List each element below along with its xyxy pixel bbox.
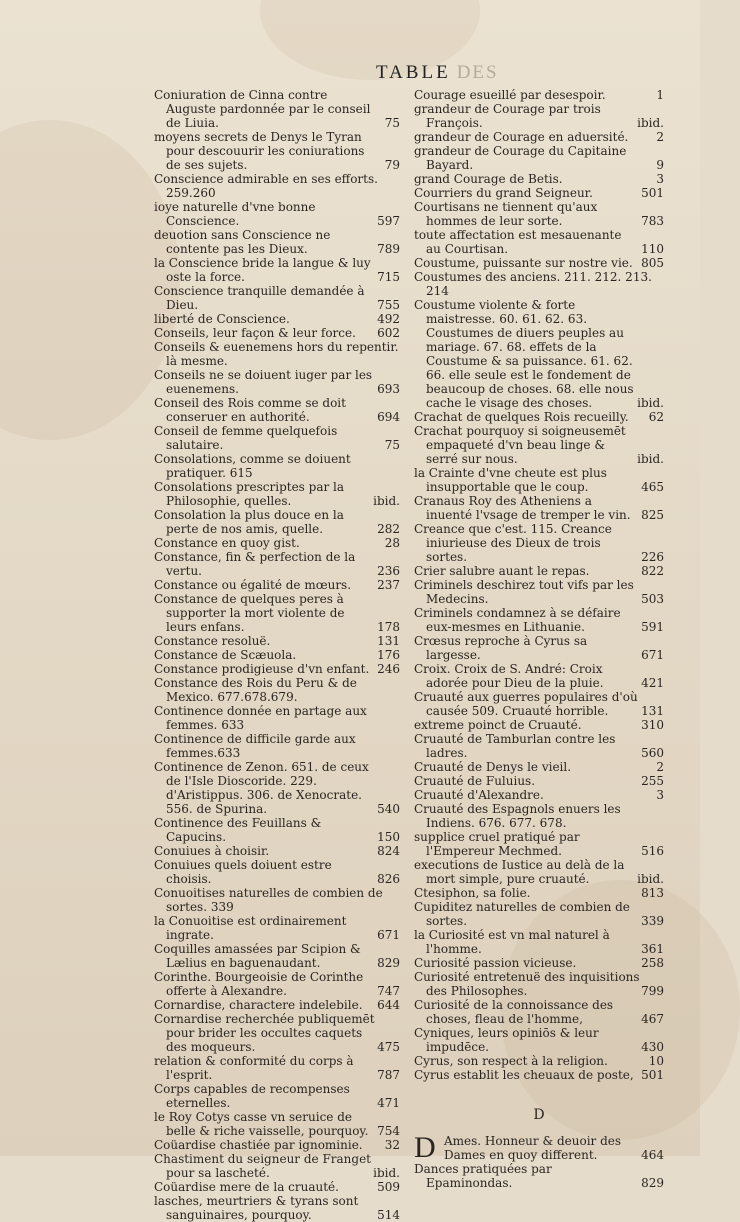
entry-text: Chastiment du seigneur de Franget pour sa lascheté. <box>154 1152 371 1180</box>
entry-page: 671 <box>641 648 664 662</box>
entry-text: Constance de quelques peres à supporter la mort violente de leurs enfans. <box>154 592 345 634</box>
entry-text: Cranaus Roy des Atheniens a inuenté l'vsage de tremper le vin. <box>414 494 631 522</box>
entry-text: Curiosité passion vicieuse. <box>414 956 577 970</box>
entry-page: 644 <box>377 998 400 1012</box>
entry-page: 10 <box>648 1054 664 1068</box>
index-entry <box>154 508 400 536</box>
entry-page: 339 <box>641 914 664 928</box>
index-entry <box>414 788 664 802</box>
index-entry <box>414 606 664 634</box>
entry-page: 789 <box>377 242 400 256</box>
entry-text: Courage esueillé par desespoir. <box>414 88 606 102</box>
entry-page: 2 <box>656 130 664 144</box>
entry-text: Creance que c'est. 115. Creance iniurieuse des Dieux de trois sortes. <box>414 522 612 564</box>
index-entry <box>414 1054 664 1068</box>
index-entry <box>154 536 400 550</box>
entry-page: 471 <box>377 1096 400 1110</box>
entry-text: Consolation la plus douce en la perte de nos amis, quelle. <box>154 508 344 536</box>
entry-text: deuotion sans Conscience ne contente pas les Dieux. <box>154 228 331 256</box>
entry-page: 540 <box>377 802 400 816</box>
entry-text: supplice cruel pratiqué par l'Empereur Mechmed. <box>414 830 580 858</box>
index-entry <box>154 676 400 704</box>
index-entry <box>154 1082 400 1110</box>
index-entry <box>154 886 400 914</box>
index-entry <box>154 1180 400 1194</box>
index-entry <box>414 1068 664 1082</box>
index-entry <box>414 130 664 144</box>
bleed-through-text: DES <box>456 62 499 83</box>
entry-text: Dances pratiquées par Epaminondas. <box>414 1162 552 1190</box>
entry-page: 430 <box>641 1040 664 1054</box>
entry-page: 591 <box>641 620 664 634</box>
entry-page: 246 <box>377 662 400 676</box>
entry-text: Constance en quoy gist. <box>154 536 300 550</box>
entry-text: Coustume, puissante sur nostre vie. <box>414 256 633 270</box>
entry-page: 465 <box>641 480 664 494</box>
entry-page: 131 <box>641 704 664 718</box>
index-entry <box>414 774 664 788</box>
entry-page: ibid. <box>637 116 664 130</box>
entry-text: Constance prodigieuse d'vn enfant. <box>154 662 370 676</box>
entry-text: Courriers du grand Seigneur. <box>414 186 593 200</box>
entry-text: Conseils ne se doiuent iuger par les euenemens. <box>154 368 373 396</box>
entry-text: Criminels deschirez tout vifs par les Medecins. <box>414 578 634 606</box>
index-column-left <box>154 88 400 1222</box>
entry-page: 150 <box>377 830 400 844</box>
index-entry <box>414 228 664 256</box>
entry-page: 467 <box>641 1012 664 1026</box>
entry-text: Criminels condamnez à se défaire eux-mesmes en Lithuanie. <box>414 606 621 634</box>
index-entry <box>414 466 664 494</box>
index-entry <box>414 718 664 732</box>
entry-text: Curiosité entretenuë des inquisitions des Philosophes. <box>414 970 640 998</box>
entry-page: 237 <box>377 578 400 592</box>
entry-text: Constance, fin & perfection de la vertu. <box>154 550 356 578</box>
entry-text: Coustume violente & forte maistresse. 60. 61. 62. 63. Coustumes de diuers peuples au mariage. 67. 68. effets de la Coustume & sa puissance. 61. 62. 66. elle seule est le fondement de beaucoup de choses. 68. elle nous cache le visage des choses. <box>414 298 634 410</box>
entry-text: Crachat de quelques Rois recueilly. <box>414 410 629 424</box>
entry-page: 829 <box>641 1176 664 1190</box>
index-entry <box>414 88 664 102</box>
index-entry <box>414 634 664 662</box>
entry-text: Ames. Honneur & deuoir des Dames en quoy different. <box>444 1134 622 1162</box>
entry-text: Curiosité de la connoissance des choses, fleau de l'homme, <box>414 998 614 1026</box>
index-entry <box>154 368 400 396</box>
entry-text: Crier salubre auant le repas. <box>414 564 590 578</box>
entry-text: Conscience admirable en ses efforts. 259.260 <box>154 172 378 200</box>
index-entry <box>154 970 400 998</box>
entry-text: executions de Iustice au delà de la mort simple, pure cruauté. <box>414 858 625 886</box>
index-entry <box>414 830 664 858</box>
index-entry <box>414 760 664 774</box>
index-entry <box>154 88 400 130</box>
index-entry <box>154 844 400 858</box>
index-entry <box>414 256 664 270</box>
entry-page: 464 <box>641 1148 664 1162</box>
entry-text: Cruauté d'Alexandre. <box>414 788 544 802</box>
entry-page: 597 <box>377 214 400 228</box>
index-entry <box>414 970 664 998</box>
entry-text: la Curiosité est vn mal naturel à l'homme. <box>414 928 610 956</box>
index-entry <box>414 802 664 830</box>
entry-page: 813 <box>641 886 664 900</box>
entry-page: 79 <box>384 158 400 172</box>
index-entry <box>154 1110 400 1138</box>
entry-text: Cornardise recherchée publiquemēt pour brider les occultes caquets des moqueurs. <box>154 1012 375 1054</box>
section-letter: D <box>533 1107 545 1123</box>
entry-text: Cornardise, charactere indelebile. <box>154 998 363 1012</box>
entry-text: Constance des Rois du Peru & de Mexico. 677.678.679. <box>154 676 357 704</box>
entry-page: 503 <box>641 592 664 606</box>
index-entry <box>414 956 664 970</box>
entry-page: 62 <box>648 410 664 424</box>
index-entry <box>414 1162 664 1190</box>
entry-text: Coquilles amassées par Scipion & Lælius en baguenaudant. <box>154 942 361 970</box>
index-list-right <box>414 88 664 1082</box>
entry-text: Continence de Zenon. 651. de ceux de l'Isle Dioscoride. 229. d'Aristippus. 306. de Xenocrate. 556. de Spurina. <box>154 760 369 816</box>
entry-text: Cruauté aux guerres populaires d'où causée 509. Cruauté horrible. <box>414 690 638 718</box>
index-column-right <box>414 88 664 1190</box>
index-entry <box>414 410 664 424</box>
entry-page: 825 <box>641 508 664 522</box>
entry-page: 715 <box>377 270 400 284</box>
entry-page: 492 <box>377 312 400 326</box>
index-entry <box>154 200 400 228</box>
entry-page: 805 <box>641 256 664 270</box>
entry-page: ibid. <box>373 1166 400 1180</box>
index-entry <box>414 690 664 718</box>
entry-text: grandeur de Courage en aduersité. <box>414 130 629 144</box>
entry-page: ibid. <box>637 396 664 410</box>
entry-page: ibid. <box>637 452 664 466</box>
index-entry <box>414 200 664 228</box>
index-entry <box>154 704 400 732</box>
entry-page: ibid. <box>373 494 400 508</box>
entry-text: grandeur de Courage du Capitaine Bayard. <box>414 144 627 172</box>
entry-text: Conseils & euenemens hors du repentir. là mesme. <box>154 340 399 368</box>
entry-text: Croix. Croix de S. André: Croix adorée pour Dieu de la pluie. <box>414 662 604 690</box>
entry-text: Consolations prescriptes par la Philosophie, quelles. <box>154 480 345 508</box>
entry-page: 783 <box>641 214 664 228</box>
entry-page: 9 <box>656 158 664 172</box>
entry-text: Cyrus establit les cheuaux de poste, <box>414 1068 634 1082</box>
entry-text: Conseil de femme quelquefois salutaire. <box>154 424 338 452</box>
entry-page: 501 <box>641 186 664 200</box>
entry-page: 747 <box>377 984 400 998</box>
index-entry <box>154 998 400 1012</box>
paper-stain <box>0 120 180 440</box>
entry-text: Constance ou égalité de mœurs. <box>154 578 352 592</box>
index-entry <box>414 886 664 900</box>
index-entry <box>154 424 400 452</box>
entry-text: Corinthe. Bourgeoisie de Corinthe offerte à Alexandre. <box>154 970 364 998</box>
entry-page: 255 <box>641 774 664 788</box>
entry-page: 178 <box>377 620 400 634</box>
index-entry <box>154 312 400 326</box>
entry-text: Coniuration de Cinna contre Auguste pardonnée par le conseil de Liuia. <box>154 88 371 130</box>
entry-page: 822 <box>641 564 664 578</box>
entry-text: liberté de Conscience. <box>154 312 290 326</box>
index-entry <box>414 732 664 760</box>
index-entry <box>154 1138 400 1152</box>
index-entry <box>154 480 400 508</box>
index-entry <box>154 578 400 592</box>
index-entry <box>154 914 400 942</box>
entry-page: ibid. <box>637 872 664 886</box>
index-entry <box>414 928 664 956</box>
index-entry <box>414 298 664 410</box>
entry-text: Cyniques, leurs opiniōs & leur impudēce. <box>414 1026 599 1054</box>
entry-text: Continence donnée en partage aux femmes. 633 <box>154 704 367 732</box>
index-entry <box>414 270 664 298</box>
entry-page: 110 <box>641 242 664 256</box>
entry-text: ioye naturelle d'vne bonne Conscience. <box>154 200 316 228</box>
entry-text: Conseils, leur façon & leur force. <box>154 326 356 340</box>
index-entry <box>154 340 400 368</box>
index-entry <box>414 102 664 130</box>
entry-page: 694 <box>377 410 400 424</box>
entry-text: la Conscience bride la langue & luy oste la force. <box>154 256 371 284</box>
dropcap-entry <box>414 1131 664 1164</box>
entry-page: 516 <box>641 844 664 858</box>
index-entry <box>154 662 400 676</box>
entry-page: 602 <box>377 326 400 340</box>
entry-text: relation & conformité du corps à l'esprit. <box>154 1054 354 1082</box>
entry-text: Coüardise chastiée par ignominie. <box>154 1138 363 1152</box>
entry-text: Cruauté de Denys le vieil. <box>414 760 572 774</box>
entry-page: 3 <box>656 788 664 802</box>
entry-page: 671 <box>377 928 400 942</box>
index-entry <box>154 1054 400 1082</box>
entry-page: 755 <box>377 298 400 312</box>
entry-text: Coüardise mere de la cruauté. <box>154 1180 339 1194</box>
index-entry <box>414 900 664 928</box>
index-entry <box>414 1026 664 1054</box>
entry-page: 560 <box>641 746 664 760</box>
index-entry <box>154 634 400 648</box>
entry-page: 514 <box>377 1208 400 1222</box>
entry-page: 799 <box>641 984 664 998</box>
entry-text: Cyrus, son respect à la religion. <box>414 1054 608 1068</box>
entry-page: 826 <box>377 872 400 886</box>
index-entry <box>154 228 400 256</box>
index-entry <box>154 942 400 970</box>
entry-text: Cupiditez naturelles de combien de sortes. <box>414 900 630 928</box>
index-entry <box>414 858 664 886</box>
entry-text: la Crainte d'vne cheute est plus insupportable que le coup. <box>414 466 607 494</box>
entry-text: Cruauté des Espagnols enuers les Indiens. 676. 677. 678. <box>414 802 621 830</box>
entry-text: Corps capables de recompenses eternelles. <box>154 1082 350 1110</box>
entry-text: moyens secrets de Denys le Tyran pour descouurir les coniurations de ses sujets. <box>154 130 365 172</box>
entry-text: la Conuoitise est ordinairement ingrate. <box>154 914 347 942</box>
entry-page: 2 <box>656 760 664 774</box>
entry-text: Crachat pourquoy si soigneusemēt empaqueté d'vn beau linge & serré sur nous. <box>414 424 626 466</box>
index-entry <box>154 326 400 340</box>
index-entry <box>414 144 664 172</box>
entry-text: Crœsus reproche à Cyrus sa largesse. <box>414 634 588 662</box>
entry-page: 501 <box>641 1068 664 1082</box>
index-entry <box>414 424 664 466</box>
entry-page: 226 <box>641 550 664 564</box>
entry-page: 310 <box>641 718 664 732</box>
index-entry <box>154 130 400 172</box>
index-entry <box>154 732 400 760</box>
entry-page: 787 <box>377 1068 400 1082</box>
page-header <box>376 62 499 84</box>
entry-text: Conseil des Rois comme se doit conseruer en authorité. <box>154 396 346 424</box>
entry-page: 282 <box>377 522 400 536</box>
entry-text: Conuoitises naturelles de combien de sortes. 339 <box>154 886 383 914</box>
index-entry <box>154 1152 400 1180</box>
index-entry <box>154 396 400 424</box>
entry-page: 824 <box>377 844 400 858</box>
entry-page: 75 <box>384 116 400 130</box>
entry-page: 1 <box>656 88 664 102</box>
entry-text: Consolations, comme se doiuent pratiquer. 615 <box>154 452 351 480</box>
entry-text: Conuiues quels doiuent estre choisis. <box>154 858 332 886</box>
entry-text: le Roy Cotys casse vn seruice de belle & riche vaisselle, pourquoy. <box>154 1110 369 1138</box>
entry-text: Constance de Scæuola. <box>154 648 297 662</box>
entry-text: Courtisans ne tiennent qu'aux hommes de leur sorte. <box>414 200 598 228</box>
entry-text: Continence des Feuillans & Capucins. <box>154 816 322 844</box>
entry-text: toute affectation est mesauenante au Courtisan. <box>414 228 622 256</box>
entry-text: lasches, meurtriers & tyrans sont sanguinaires, pourquoy. <box>154 1194 359 1222</box>
entry-page: 32 <box>384 1138 400 1152</box>
index-entry <box>154 816 400 844</box>
entry-page: 3 <box>656 172 664 186</box>
index-entry <box>154 256 400 284</box>
index-entry <box>414 998 664 1026</box>
entry-page: 829 <box>377 956 400 970</box>
entry-text: Conuiues à choisir. <box>154 844 270 858</box>
index-entry <box>414 578 664 606</box>
index-entry <box>154 550 400 578</box>
entry-page: 693 <box>377 382 400 396</box>
index-entry <box>414 662 664 690</box>
entry-text: Cruauté de Fuluius. <box>414 774 536 788</box>
entry-text: extreme poinct de Cruauté. <box>414 718 582 732</box>
index-entry <box>154 858 400 886</box>
index-entry <box>154 1194 400 1222</box>
dropcap-initial: D <box>414 1131 436 1164</box>
entry-page: 176 <box>377 648 400 662</box>
entry-page: 509 <box>377 1180 400 1194</box>
index-entry <box>154 592 400 634</box>
entry-text: Coustumes des anciens. 211. 212. 213. 214 <box>414 270 652 298</box>
index-entry <box>154 760 400 816</box>
entry-page: 754 <box>377 1124 400 1138</box>
index-entry <box>154 452 400 480</box>
entry-text: Cruauté de Tamburlan contre les ladres. <box>414 732 616 760</box>
entry-text: Continence de difficile garde aux femmes.633 <box>154 732 356 760</box>
index-entry <box>154 172 400 200</box>
entry-page: 28 <box>384 536 400 550</box>
index-entry <box>414 564 664 578</box>
index-entry <box>414 172 664 186</box>
entry-page: 236 <box>377 564 400 578</box>
index-entry <box>414 522 664 564</box>
entry-text: Ctesiphon, sa folie. <box>414 886 531 900</box>
index-entry <box>154 284 400 312</box>
entry-page: 75 <box>384 438 400 452</box>
index-entry <box>154 1012 400 1054</box>
entry-page: 361 <box>641 942 664 956</box>
entry-page: 131 <box>377 634 400 648</box>
index-entry <box>414 186 664 200</box>
index-entry <box>414 494 664 522</box>
entry-text: Conscience tranquille demandée à Dieu. <box>154 284 365 312</box>
entry-page: 475 <box>377 1040 400 1054</box>
entry-text: grand Courage de Betis. <box>414 172 563 186</box>
entry-page: 421 <box>641 676 664 690</box>
entry-page: 258 <box>641 956 664 970</box>
page-title: TABLE <box>376 62 451 83</box>
index-entry <box>154 648 400 662</box>
entry-text: grandeur de Courage par trois François. <box>414 102 601 130</box>
entry-text: Constance resoluë. <box>154 634 271 648</box>
